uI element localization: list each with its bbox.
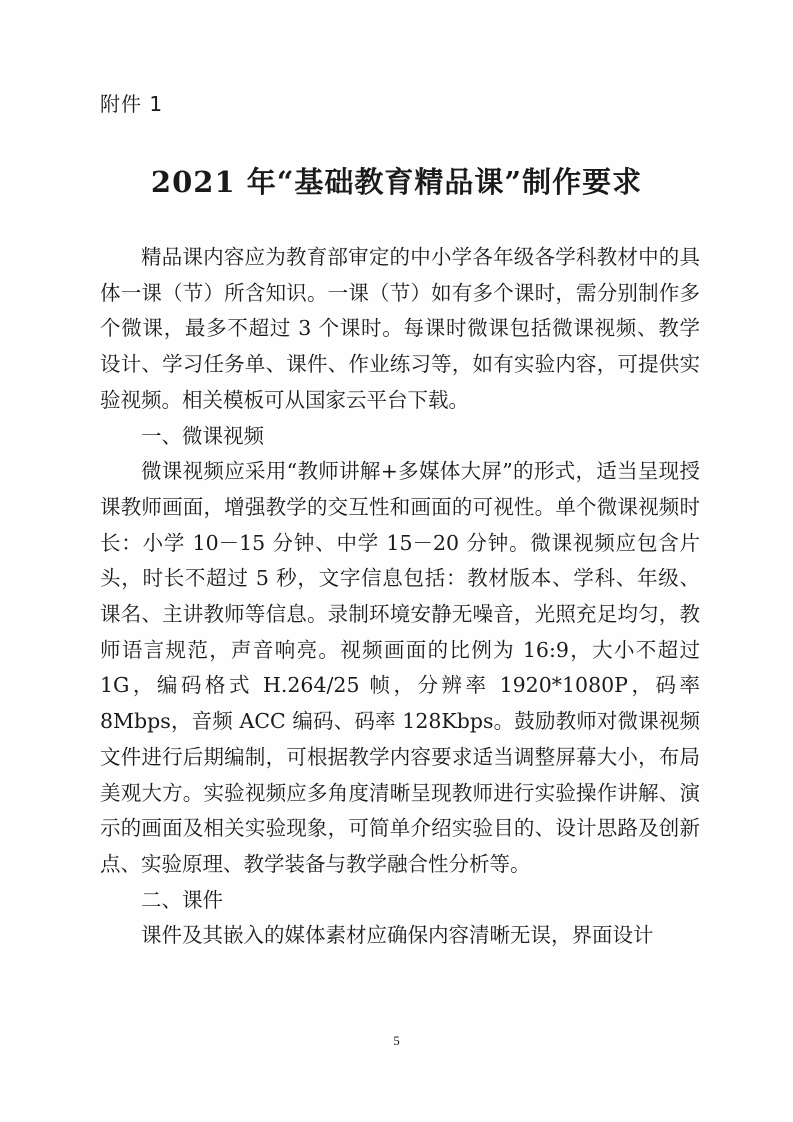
- document-body: [100, 240, 700, 954]
- page-title: 2021 年“基础教育精品课”制作要求: [150, 165, 643, 199]
- page-number: 5: [393, 1033, 400, 1048]
- attachment-label: 附件 1: [100, 92, 164, 116]
- section-paragraph-video: 微课视频应采用“教师讲解+多媒体大屏”的形式，适当呈现授课教师画面，增强教学的交互性和画面的可视性。单个微课视频时长：小学 10－15 分钟、中学 15－20 分钟。微课视频应包含片头，时长不超过 5 秒，文字信息包括：教材版本、学科、年级、课名、主讲教师等信息。录制环境安静无噪音，光照充足均匀，教师语言规范，声音响亮。视频画面的比例为 16:9，大小不超过 1G，编码格式 H.264/25 帧，分辨率 1920*1080P，码率 8Mbps，音频 ACC 编码、码率 128Kbps。鼓励教师对微课视频文件进行后期编制，可根据教学内容要求适当调整屏幕大小，布局美观大方。实验视频应多角度清晰呈现教师进行实验操作讲解、演示的画面及相关实验现象，可简单介绍实验目的、设计思路及创新点、实验原理、教学装备与教学融合性分析等。: [100, 459, 700, 876]
- section-paragraph-courseware: 课件及其嵌入的媒体素材应确保内容清晰无误，界面设计: [141, 923, 654, 948]
- section-heading-courseware: 二、课件: [141, 887, 223, 912]
- intro-paragraph: 精品课内容应为教育部审定的中小学各年级各学科教材中的具体一课（节）所含知识。一课（节）如有多个课时，需分别制作多个微课，最多不超过 3 个课时。每课时微课包括微课视频、教学设计、学习任务单、课件、作业练习等，如有实验内容，可提供实验视频。相关模板可从国家云平台下载。: [100, 245, 700, 412]
- section-heading-video: 一、微课视频: [141, 423, 264, 448]
